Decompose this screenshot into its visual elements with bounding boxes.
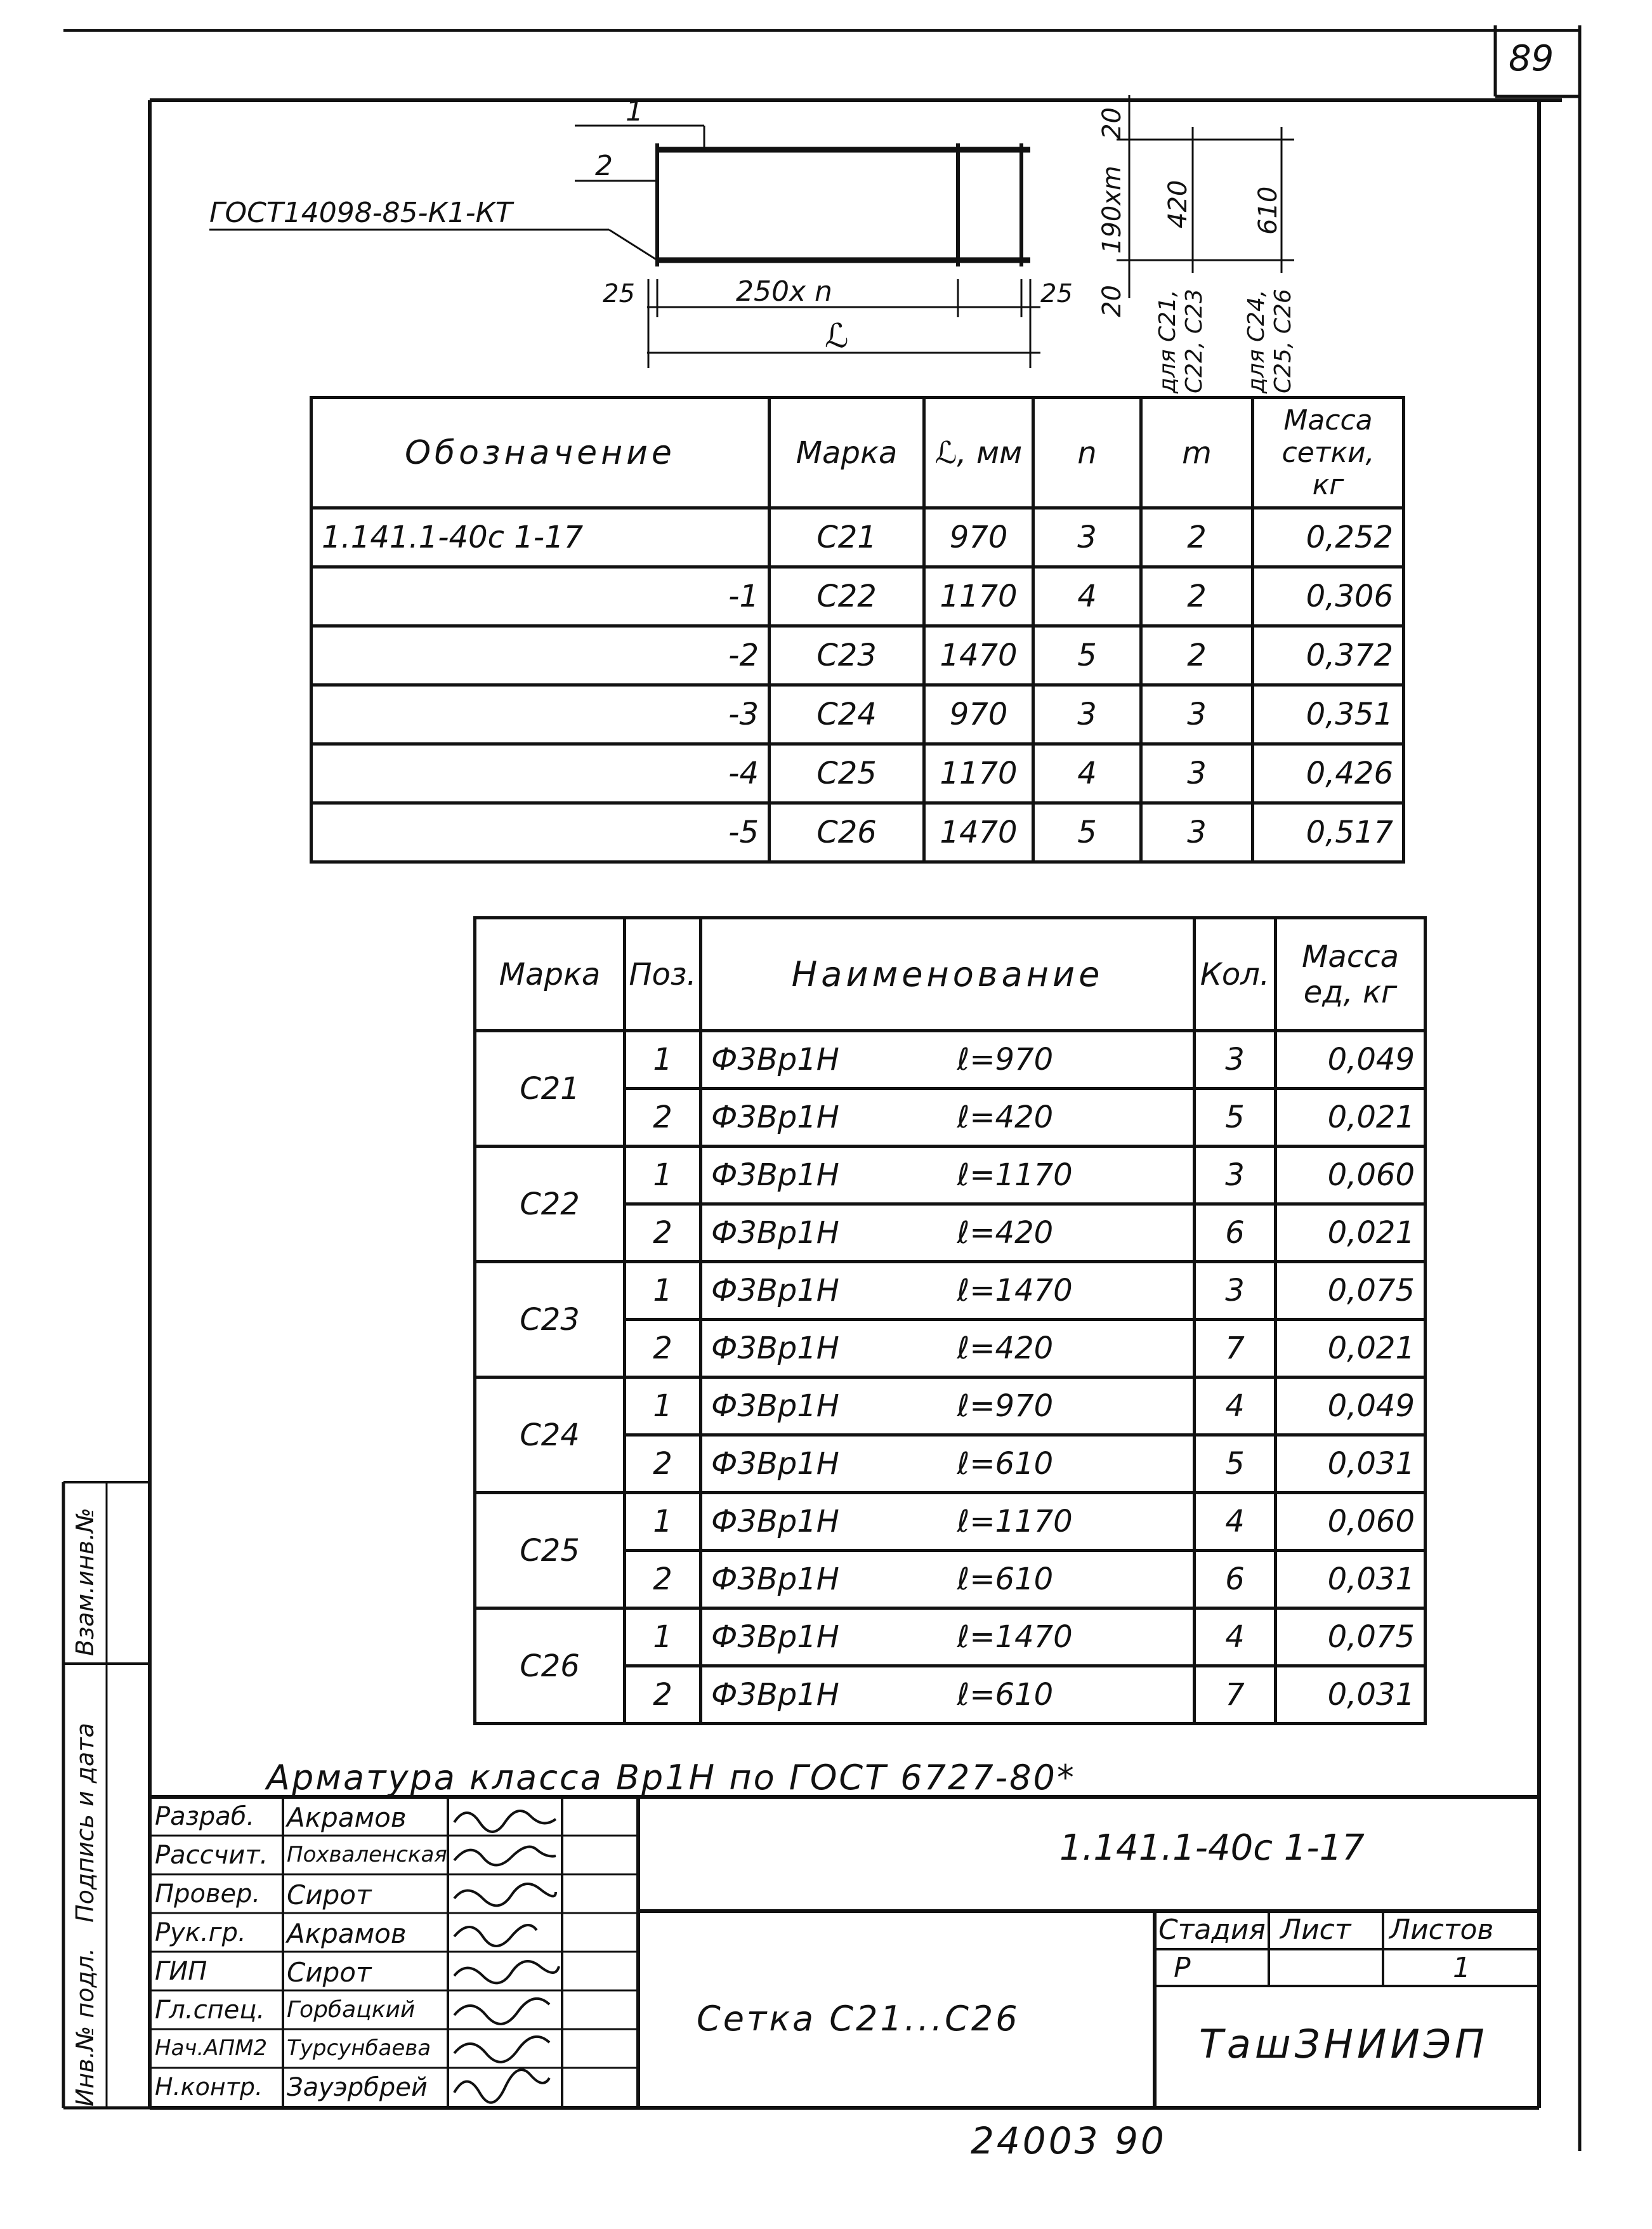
cell-pos: 1 bbox=[625, 1262, 701, 1320]
header-mass: Масса сетки, кг bbox=[1253, 398, 1404, 508]
cell-mass: 0,021 bbox=[1276, 1204, 1426, 1262]
cell-name: Ф3Вр1Н bbox=[701, 1031, 948, 1089]
side-podpis-data: Подпись и дата bbox=[71, 1723, 99, 1923]
cell-name: Ф3Вр1Н bbox=[701, 1378, 948, 1435]
header-n: n bbox=[1033, 398, 1141, 508]
dim-190: 190хm bbox=[1098, 166, 1127, 254]
cell-mass: 0,060 bbox=[1276, 1493, 1426, 1551]
sheets-value: 1 bbox=[1453, 1952, 1471, 1984]
cell-mark: С23 bbox=[475, 1262, 625, 1378]
side-inv-podl: Инв.№ подл. bbox=[71, 1947, 99, 2107]
cell-m: 2 bbox=[1141, 567, 1253, 626]
role-label: Нач.АПМ2 bbox=[155, 2035, 268, 2061]
cell-mass: 0,049 bbox=[1276, 1378, 1426, 1435]
cell-length: ℓ=1170 bbox=[948, 1493, 1195, 1551]
cell-mass: 0,075 bbox=[1276, 1608, 1426, 1666]
cell-m: 3 bbox=[1141, 685, 1253, 744]
cell-designation: -5 bbox=[311, 803, 770, 862]
cell-mass: 0,060 bbox=[1276, 1147, 1426, 1204]
cell-mark: С22 bbox=[770, 567, 924, 626]
cell-n: 4 bbox=[1033, 567, 1141, 626]
cell-length: ℓ=1470 bbox=[948, 1262, 1195, 1320]
cell-name: Ф3Вр1Н bbox=[701, 1147, 948, 1204]
header-unit-mass: Масса ед, кг bbox=[1276, 918, 1426, 1031]
cell-qty: 3 bbox=[1195, 1147, 1276, 1204]
cell-pos: 2 bbox=[625, 1666, 701, 1724]
cell-designation: -4 bbox=[311, 744, 770, 803]
dim-20-top: 20 bbox=[1098, 107, 1127, 140]
cell-m: 2 bbox=[1141, 626, 1253, 685]
sheet-label: Лист bbox=[1280, 1914, 1351, 1946]
cell-mass: 0,426 bbox=[1253, 744, 1404, 803]
cell-name: Ф3Вр1Н bbox=[701, 1608, 948, 1666]
cell-mark: С24 bbox=[770, 685, 924, 744]
cell-m: 2 bbox=[1141, 508, 1253, 567]
cell-L: 970 bbox=[924, 685, 1033, 744]
cell-name: Ф3Вр1Н bbox=[701, 1320, 948, 1378]
cell-mass: 0,021 bbox=[1276, 1089, 1426, 1147]
sheets-label: Листов bbox=[1389, 1914, 1494, 1946]
cell-name: Ф3Вр1Н bbox=[701, 1666, 948, 1724]
cell-name: Ф3Вр1Н bbox=[701, 1089, 948, 1147]
cell-pos: 2 bbox=[625, 1320, 701, 1378]
cell-designation: -2 bbox=[311, 626, 770, 685]
page-number: 89 bbox=[1509, 38, 1554, 79]
role-label: Разраб. bbox=[155, 1802, 255, 1831]
cell-name: Ф3Вр1Н bbox=[701, 1262, 948, 1320]
person-name: Зауэрбрей bbox=[287, 2073, 428, 2102]
cell-qty: 6 bbox=[1195, 1551, 1276, 1608]
cell-name: Ф3Вр1Н bbox=[701, 1435, 948, 1493]
cell-designation: 1.141.1-40с 1-17 bbox=[311, 508, 770, 567]
cell-qty: 7 bbox=[1195, 1320, 1276, 1378]
header-name: Наименование bbox=[701, 918, 1195, 1031]
cell-m: 3 bbox=[1141, 803, 1253, 862]
person-name: Акрамов bbox=[287, 1918, 407, 1949]
cell-mark: С24 bbox=[475, 1378, 625, 1493]
cell-qty: 3 bbox=[1195, 1262, 1276, 1320]
person-name: Похваленская bbox=[287, 1842, 447, 1867]
signatures bbox=[448, 1797, 562, 2108]
header-designation: Обозначение bbox=[311, 398, 770, 508]
cell-length: ℓ=610 bbox=[948, 1551, 1195, 1608]
cell-m: 3 bbox=[1141, 744, 1253, 803]
cell-qty: 5 bbox=[1195, 1089, 1276, 1147]
cell-mark: С26 bbox=[475, 1608, 625, 1724]
cell-pos: 2 bbox=[625, 1435, 701, 1493]
stage-value: Р bbox=[1174, 1952, 1191, 1984]
bottom-number: 24003 90 bbox=[971, 2119, 1167, 2162]
cell-qty: 7 bbox=[1195, 1666, 1276, 1724]
cell-mass: 0,049 bbox=[1276, 1031, 1426, 1089]
cell-L: 970 bbox=[924, 508, 1033, 567]
cell-mark: С25 bbox=[475, 1493, 625, 1608]
header-m: m bbox=[1141, 398, 1253, 508]
role-label: Гл.спец. bbox=[155, 1996, 265, 2025]
dim-250: 250х n bbox=[736, 275, 832, 308]
cell-mass: 0,021 bbox=[1276, 1320, 1426, 1378]
header-mark: Марка bbox=[770, 398, 924, 508]
dim-L: ℒ bbox=[825, 317, 849, 355]
person-name: Акрамов bbox=[287, 1802, 407, 1833]
cell-mass: 0,306 bbox=[1253, 567, 1404, 626]
cell-n: 4 bbox=[1033, 744, 1141, 803]
cell-pos: 2 bbox=[625, 1204, 701, 1262]
cell-n: 5 bbox=[1033, 803, 1141, 862]
role-label: Н.контр. bbox=[155, 2073, 263, 2101]
cell-qty: 5 bbox=[1195, 1435, 1276, 1493]
cell-mass: 0,517 bbox=[1253, 803, 1404, 862]
person-name: Сирот bbox=[287, 1879, 372, 1910]
role-label: Рассчит. bbox=[155, 1841, 268, 1870]
cell-L: 1470 bbox=[924, 626, 1033, 685]
cell-mass: 0,372 bbox=[1253, 626, 1404, 685]
cell-pos: 1 bbox=[625, 1147, 701, 1204]
note-c21-c23: для С21, С22, С23 bbox=[1155, 289, 1207, 393]
header-pos: Поз. bbox=[625, 918, 701, 1031]
side-vzam-inv: Взам.инв.№ bbox=[71, 1508, 99, 1656]
doc-code: 1.141.1-40с 1-17 bbox=[1059, 1827, 1365, 1869]
cell-n: 3 bbox=[1033, 508, 1141, 567]
cell-length: ℓ=610 bbox=[948, 1435, 1195, 1493]
dim-20-bottom: 20 bbox=[1098, 285, 1127, 317]
header-L: ℒ, мм bbox=[924, 398, 1033, 508]
header-mark: Марка bbox=[475, 918, 625, 1031]
dim-610: 610 bbox=[1254, 186, 1283, 235]
cell-length: ℓ=420 bbox=[948, 1204, 1195, 1262]
cell-mass: 0,031 bbox=[1276, 1666, 1426, 1724]
cell-pos: 2 bbox=[625, 1089, 701, 1147]
cell-length: ℓ=1470 bbox=[948, 1608, 1195, 1666]
cell-designation: -3 bbox=[311, 685, 770, 744]
stage-label: Стадия bbox=[1158, 1914, 1266, 1946]
person-name: Сирот bbox=[287, 1957, 372, 1988]
person-name: Горбацкий bbox=[287, 1997, 416, 2023]
cell-L: 1170 bbox=[924, 744, 1033, 803]
cell-pos: 1 bbox=[625, 1031, 701, 1089]
cell-length: ℓ=610 bbox=[948, 1666, 1195, 1724]
cell-mark: С23 bbox=[770, 626, 924, 685]
cell-mass: 0,252 bbox=[1253, 508, 1404, 567]
role-label: ГИП bbox=[155, 1957, 207, 1986]
doc-title: Сетка С21...С26 bbox=[697, 1999, 1020, 2039]
organization: ТашЗНИИЭП bbox=[1199, 2021, 1488, 2067]
role-label: Провер. bbox=[155, 1879, 261, 1909]
dim-25-left: 25 bbox=[603, 279, 635, 308]
note-c24-c26: для С24, С25, С26 bbox=[1243, 289, 1296, 393]
gost-label: ГОСТ14098-85-К1-КТ bbox=[209, 197, 513, 229]
leader-label-1: 1 bbox=[626, 95, 643, 128]
cell-designation: -1 bbox=[311, 567, 770, 626]
cell-mass: 0,351 bbox=[1253, 685, 1404, 744]
cell-n: 3 bbox=[1033, 685, 1141, 744]
cell-n: 5 bbox=[1033, 626, 1141, 685]
rebar-note: Арматура класса Вр1Н по ГОСТ 6727-80* bbox=[266, 1758, 1076, 1798]
cell-length: ℓ=1170 bbox=[948, 1147, 1195, 1204]
dim-420: 420 bbox=[1164, 180, 1193, 228]
cell-name: Ф3Вр1Н bbox=[701, 1551, 948, 1608]
cell-qty: 6 bbox=[1195, 1204, 1276, 1262]
cell-qty: 4 bbox=[1195, 1493, 1276, 1551]
cell-mark: С25 bbox=[770, 744, 924, 803]
leader-label-2: 2 bbox=[595, 150, 613, 182]
cell-L: 1470 bbox=[924, 803, 1033, 862]
cell-length: ℓ=970 bbox=[948, 1031, 1195, 1089]
cell-pos: 1 bbox=[625, 1493, 701, 1551]
cell-mark: С22 bbox=[475, 1147, 625, 1262]
cell-name: Ф3Вр1Н bbox=[701, 1493, 948, 1551]
cell-pos: 1 bbox=[625, 1378, 701, 1435]
cell-mass: 0,031 bbox=[1276, 1551, 1426, 1608]
person-name: Турсунбаева bbox=[287, 2035, 431, 2061]
header-qty: Кол. bbox=[1195, 918, 1276, 1031]
cell-pos: 1 bbox=[625, 1608, 701, 1666]
dim-25-right: 25 bbox=[1040, 279, 1073, 308]
cell-length: ℓ=420 bbox=[948, 1089, 1195, 1147]
cell-mark: С26 bbox=[770, 803, 924, 862]
cell-L: 1170 bbox=[924, 567, 1033, 626]
cell-mark: С21 bbox=[770, 508, 924, 567]
cell-pos: 2 bbox=[625, 1551, 701, 1608]
cell-mass: 0,031 bbox=[1276, 1435, 1426, 1493]
cell-qty: 3 bbox=[1195, 1031, 1276, 1089]
role-label: Рук.гр. bbox=[155, 1918, 246, 1947]
cell-name: Ф3Вр1Н bbox=[701, 1204, 948, 1262]
cell-qty: 4 bbox=[1195, 1378, 1276, 1435]
cell-length: ℓ=970 bbox=[948, 1378, 1195, 1435]
cell-length: ℓ=420 bbox=[948, 1320, 1195, 1378]
cell-mass: 0,075 bbox=[1276, 1262, 1426, 1320]
cell-qty: 4 bbox=[1195, 1608, 1276, 1666]
cell-mark: С21 bbox=[475, 1031, 625, 1147]
